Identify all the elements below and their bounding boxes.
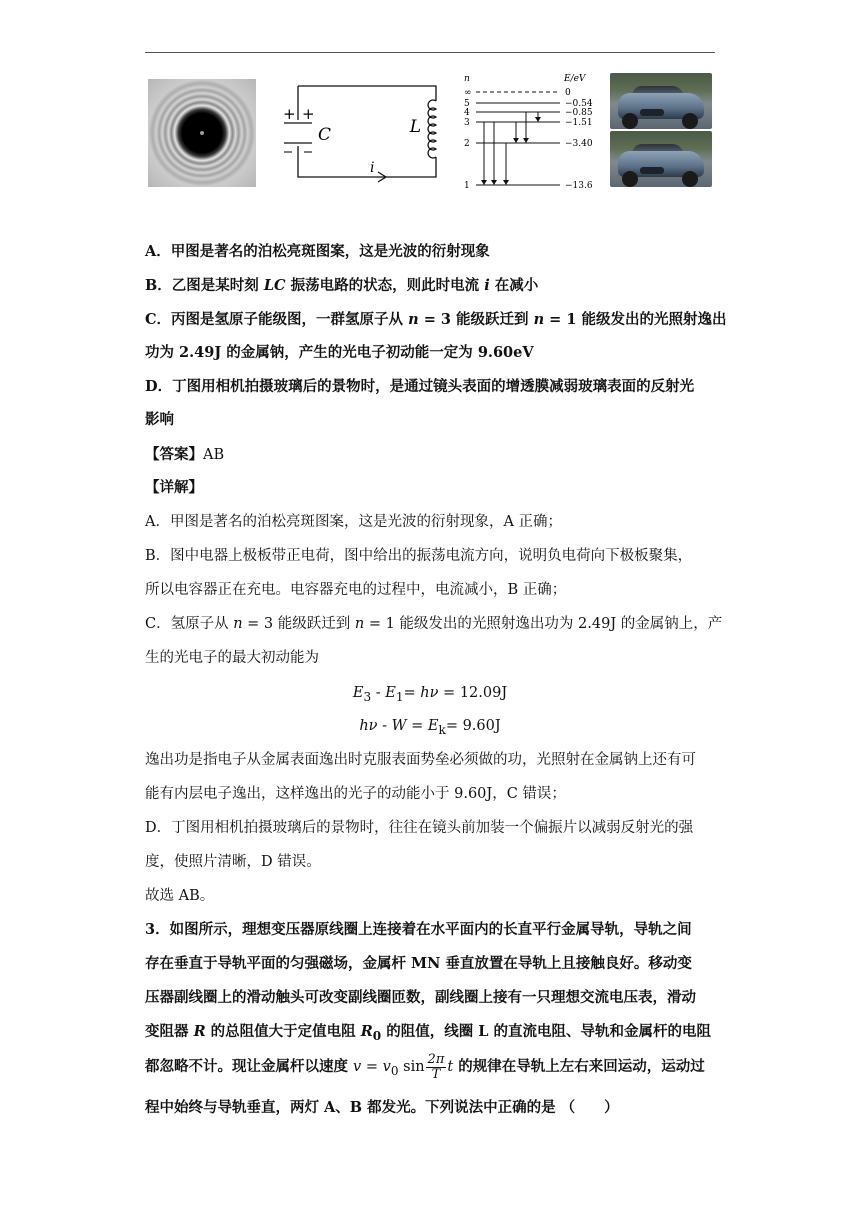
energy-level-figure [460,70,600,192]
q3-line4: 变阻器 R 的总阻值大于定值电阻 $R_0$ 的阻值，线圈 L 的直流电阻、导轨和金属杆的电阻 [145,1023,712,1043]
q3-line1: 3．如图所示，理想变压器原线圈上连接着在水平面内的长直平行金属导轨，导轨之间 [145,921,692,938]
explain-a: A．甲图是著名的泊松亮斑图案，这是光波的衍射现象，A 正确； [145,514,563,530]
q3-line5: 都忽略不计。现让金属杆以速度 $v = v_0$ sin $\frac{2\pi}{T}$ t 的规律在导轨上左右来回运动，运动过 [145,1051,705,1082]
option-c-line1: C．丙图是氢原子能级图，一群氢原子从 n = 3 能级跃迁到 n = 1 能级发出的光照射逸出 [145,311,727,328]
velocity-fraction: $\frac{2\pi}{T}$ [427,1051,445,1082]
level-n-4: 4 [464,108,470,118]
level-e-3: −1.51 [565,118,593,128]
cap-plus-left: + [283,105,296,123]
q3-line2: 存在垂直于导轨平面的匀强磁场，金属杆 MN 垂直放置在导轨上且接触良好。移动变 [145,955,692,972]
answer: 【答案】AB [145,446,225,463]
header-rule [145,52,715,53]
explain-b-line2: 所以电容器正在充电。电容器充电的过程中，电流减小，B 正确； [145,582,567,598]
current-label: i [370,160,375,176]
equation-2: $h\nu - W = E_k= 9.60J$ [359,718,501,737]
explain-d-line2: 度，使照片清晰，D 错误。 [145,854,321,870]
car-photos-figure [610,73,712,187]
level-e-2: −3.40 [565,139,593,149]
q3-line6: 程中始终与导轨垂直，两灯 A、B 都发光。下列说法中正确的是 （ ） [145,1099,619,1116]
explain-d-line1: D．丁图用相机拍摄玻璃后的景物时，往往在镜头前加装一个偏振片以减弱反射光的强 [145,820,694,836]
level-n-3: 3 [464,118,470,128]
level-n-2: 2 [464,139,470,149]
energy-n-header: n [464,74,470,84]
lc-circuit-figure [278,74,450,184]
explain-b-line1: B．图中电器上极板带正电荷，图中给出的振荡电流方向，说明负电荷向下极板聚集， [145,548,693,564]
capacitor-label: C [318,125,332,145]
energy-e-header: E/eV [564,74,586,84]
car-photo-with-reflection [610,73,712,129]
explain-c-line1: C．氢原子从 n = 3 能级跃迁到 n = 1 能级发出的光照射逸出功为 2.49J 的金属钠上，产 [145,616,723,632]
q3-line3: 压器副线圈上的滑动触头可改变副线圈匝数，副线圈上接有一只理想交流电压表，滑动 [145,989,696,1006]
level-e-inf: 0 [565,88,571,98]
level-n-5: 5 [464,99,470,109]
explain-label: 【详解】 [145,479,203,496]
poisson-spot-figure [148,79,256,187]
conclusion: 故选 AB。 [145,888,215,904]
cap-plus-right: + [302,105,315,123]
option-b: B．乙图是某时刻 LC 振荡电路的状态，则此时电流 i 在减小 [145,277,539,294]
level-e-5: −0.54 [565,99,593,109]
level-n-1: 1 [464,181,470,191]
explain-c-line3: 逸出功是指电子从金属表面逸出时克服表面势垒必须做的功，光照射在金属钠上还有可 [145,752,696,768]
option-a: A．甲图是著名的泊松亮斑图案，这是光波的衍射现象 [145,243,490,260]
explain-c-line4: 能有内层电子逸出，这样逸出的光子的动能小于 9.60J，C 错误； [145,786,566,802]
option-d-line2: 影响 [145,411,174,428]
level-e-1: −13.6 [565,181,593,191]
car-photo-polarized [610,131,712,187]
level-n-inf: ∞ [464,88,472,98]
equation-1: $E_3 - E_1= h\nu = 12.09J$ [352,685,508,704]
explain-c-line2: 生的光电子的最大初动能为 [145,650,319,666]
option-c-line2: 功为 2.49J 的金属钠，产生的光电子初动能一定为 9.60eV [145,344,534,361]
level-e-4: −0.85 [565,108,593,118]
option-d-line1: D．丁图用相机拍摄玻璃后的景物时，是通过镜头表面的增透膜减弱玻璃表面的反射光 [145,378,695,395]
inductor-label: L [409,117,421,137]
